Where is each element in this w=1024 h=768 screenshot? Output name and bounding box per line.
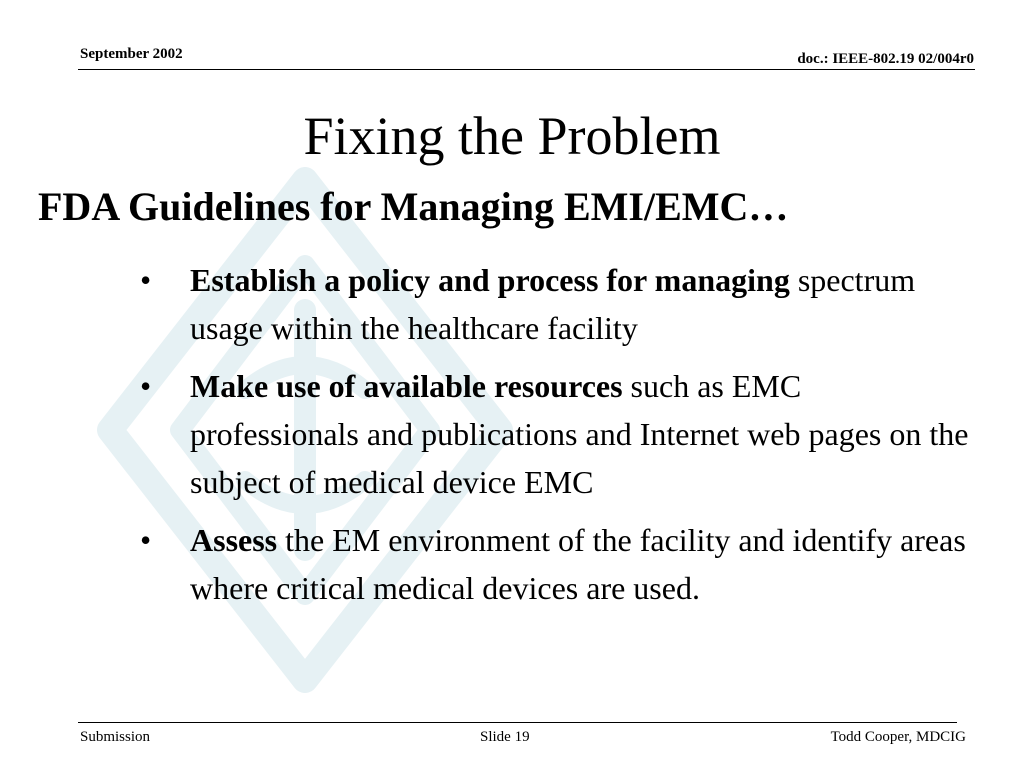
footer-author: Todd Cooper, MDCIG [830,729,966,745]
bullet-text: such as EMC professionals and publications and Internet web pages on the subject of medical device EMC [190,368,969,500]
bullet-text: spectrum usage within the healthcare facility [190,262,916,346]
bullet-marker: • [140,262,152,298]
bullet-marker: • [140,368,152,404]
bullet-item [140,256,970,352]
slide-title: Fixing the Problem [303,106,721,166]
bullet-list [140,256,970,622]
footer-divider [78,722,957,723]
bullet-bold-text: Make use of available resources [190,368,623,404]
bullet-item [140,362,970,506]
bullet-bold-text: Assess [190,522,278,558]
bullet-marker: • [140,522,152,558]
bullet-item [140,516,970,612]
header-doc-id: doc.: IEEE-802.19 02/004r0 [797,51,974,67]
bullet-bold-text: Establish a policy and process for managing [190,262,790,298]
header-divider [78,69,975,70]
header-date: September 2002 [80,46,183,62]
slide-subtitle: FDA Guidelines for Managing EMI/EMC… [38,184,789,229]
bullet-text: the EM environment of the facility and identify areas where critical medical devices are used. [190,522,966,606]
footer-slide-number: Slide 19 [480,729,530,745]
footer-submission: Submission [80,729,151,745]
